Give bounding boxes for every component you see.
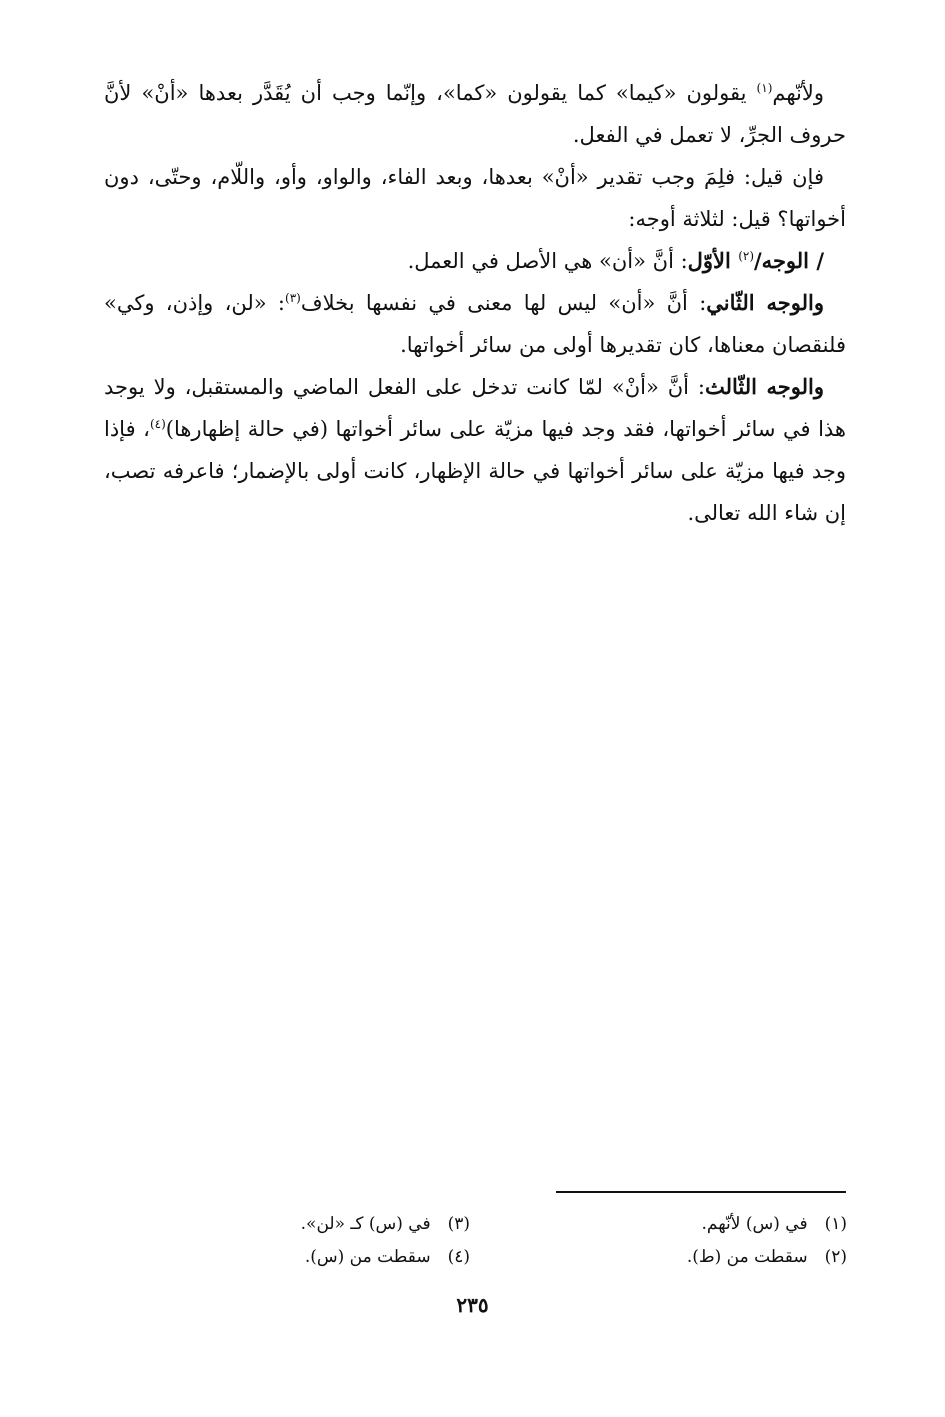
paragraph-5-lead: والوجه الثّالث (704, 374, 824, 399)
footnote-4-number: (٤) (447, 1247, 470, 1267)
footnote-ref-3: (٣) (285, 291, 301, 305)
main-text-body (104, 72, 846, 534)
footnote-2-number: (٢) (824, 1247, 847, 1267)
footnote-3-number: (٣) (447, 1214, 470, 1234)
paragraph-5 (104, 366, 846, 534)
footnote-1-text: في (س) لأنّهم. (701, 1214, 808, 1234)
footnote-ref-4: (٤) (149, 417, 166, 431)
paragraph-1-text-a: ولأنّهم (772, 81, 824, 105)
paragraph-2-text: فإن قيل: فلِمَ وجب تقدير «أنْ» بعدها، وبعد الفاء، والواو، وأو، واللّام، وحتّى، دون أخواتها؟ قيل: لثلاثة أوجه: (104, 165, 846, 231)
paragraph-3-bold: الأوّل (687, 248, 739, 273)
paragraph-4 (104, 282, 846, 366)
footnote-3 (230, 1208, 470, 1241)
footnotes-right-column (547, 1208, 847, 1274)
footnote-3-text: في (س) كـ «لن». (300, 1214, 431, 1234)
footnote-4-text: سقطت من (س). (304, 1247, 431, 1267)
paragraph-4-text-a: : أنَّ «أن» ليس لها معنى في نفسها بخلاف (300, 291, 707, 315)
paragraph-3 (104, 240, 846, 282)
footnote-ref-1: (١) (756, 81, 773, 95)
paragraph-1-text-b: يقولون «كيما» كما يقولون «كما»، وإنّما وجب أن يُقَدَّر بعدها «أنْ» لأنَّ حروف الجرِّ، لا تعمل في الفعل. (104, 81, 846, 147)
footnote-2-text: سقطت من (ط). (686, 1247, 808, 1267)
page-number: ٢٣٥ (456, 1293, 489, 1317)
footnote-divider (556, 1191, 846, 1193)
paragraph-4-lead: والوجه الثّاني (706, 290, 824, 315)
paragraph-5-text-b: ، فإذا وجد فيها مزيّة على سائر أخواتها في حالة الإظهار، كانت أولى بالإضمار؛ فاعرفه تصب، إن شاء الله تعالى. (104, 417, 846, 525)
paragraph-2 (104, 156, 846, 240)
footnote-2 (547, 1241, 847, 1274)
paragraph-3-text: : أنَّ «أن» هي الأصل في العمل. (407, 249, 688, 273)
paragraph-4-text-b: : «لن، وإذن، وكي» فلنقصان معناها، كان تقديرها أولى من سائر أخواتها. (104, 291, 846, 357)
footnote-1 (547, 1208, 847, 1241)
footnotes-left-column (230, 1208, 470, 1274)
paragraph-5-text-a: : أنَّ «أنْ» لمّا كانت تدخل على الفعل الماضي والمستقبل، ولا يوجد هذا في سائر أخواتها، فقد وجد فيها مزيّة على سائر أخواتها (في حالة إظهارها) (104, 375, 847, 441)
paragraph-1 (104, 72, 846, 156)
footnote-1-number: (١) (824, 1214, 847, 1234)
footnote-4 (230, 1241, 470, 1274)
paragraph-3-lead: / الوجه/ (754, 248, 824, 273)
footnote-ref-2: (٢) (738, 249, 755, 263)
